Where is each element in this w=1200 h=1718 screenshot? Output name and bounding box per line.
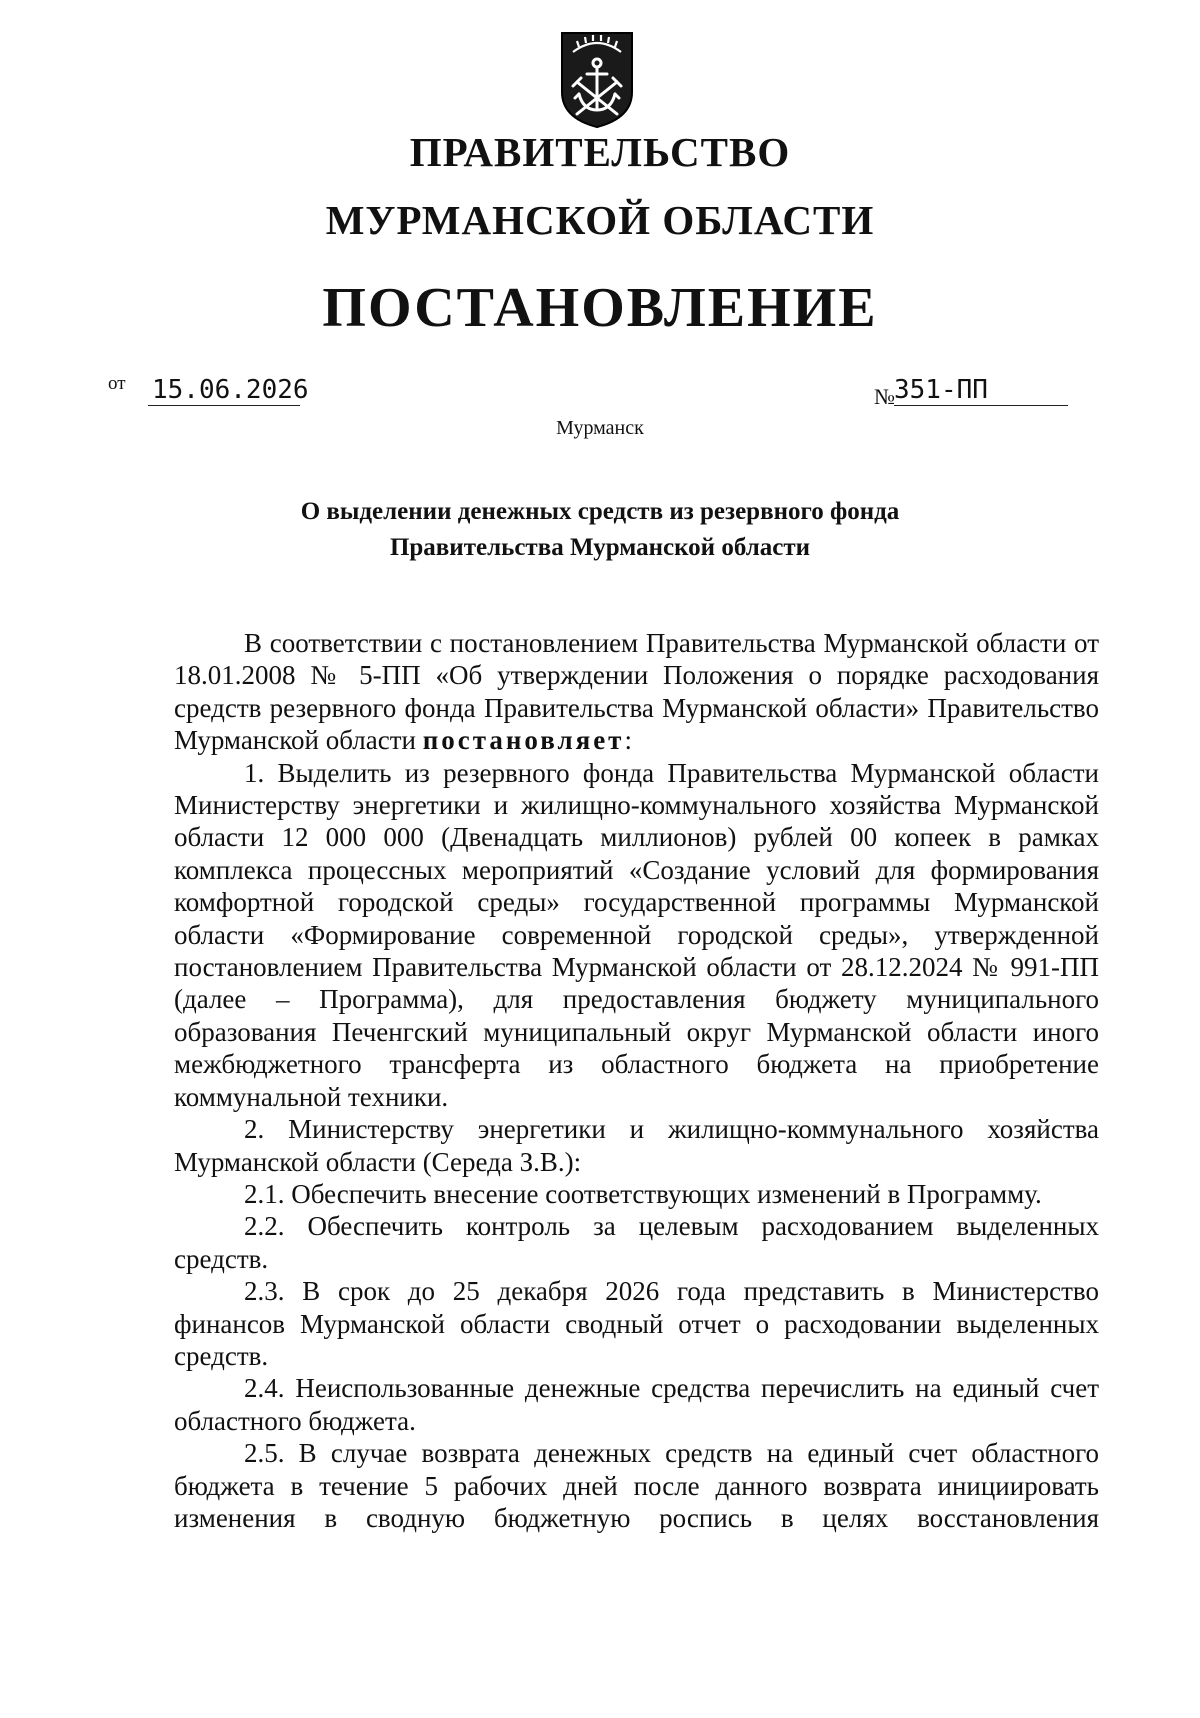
subject-line1: О выделении денежных средств из резервного фонда (300, 498, 900, 525)
document-date: 15.06.2026 (148, 375, 300, 406)
body-item-2: 2. Министерству энергетики и жилищно-коммунального хозяйства Мурманской области (Середа З.В.): (174, 1114, 1099, 1177)
coat-of-arms-icon (559, 30, 635, 130)
body-item-2-3: 2.3. В срок до 25 декабря 2026 года представить в Министерство финансов Мурманской области сводный отчет о расходовании выделенных средств. (174, 1276, 1099, 1371)
preamble-text: В соответствии с постановлением Правительства Мурманской области от 18.01.2008 № 5-ПП «Об утверждении Положения о порядке расходования средств резервного фонда Правительства Мурманской области» Правительство Мурманской области (174, 628, 1099, 756)
body-item-2-5: 2.5. В случае возврата денежных средств на единый счет областного бюджета в течение 5 рабочих дней после данного возврата инициировать изменения в сводную бюджетную роспись в целях восстановления (174, 1438, 1099, 1533)
body-item-2-2: 2.2. Обеспечить контроль за целевым расходованием выделенных средств. (174, 1211, 1099, 1274)
subject-line2: Правительства Мурманской области (389, 534, 811, 561)
document-subject (0, 494, 1200, 566)
document-body (174, 627, 1099, 1534)
government-title-line2: МУРМАНСКОЙ ОБЛАСТИ (325, 197, 875, 243)
body-item-2-4: 2.4. Неиспользованные денежные средства перечислить на единый счет областного бюджета. (174, 1373, 1099, 1436)
date-prefix: от (108, 373, 126, 394)
body-item-2-1: 2.1. Обеспечить внесение соответствующих изменений в Программу. (244, 1178, 1042, 1209)
body-item-1: 1. Выделить из резервного фонда Правительства Мурманской области Министерству энергетики и жилищно-коммунального хозяйства Мурманской области 12 000 000 (Двенадцать миллионов) рублей 00 копеек в рамках комплекса процессных мероприятий «Создание условий для формирования комфортной городской среды» государственной программы Мурманской области «Формирование современной городской среды», утвержденной постановлением Правительства Мурманской области от 28.12.2024 № 991-ПП (далее – Программа), для предоставления бюджету муниципального образования Печенгский муниципальный округ Мурманской области иного межбюджетного трансферта из областного бюджета на приобретение коммунальной техники. (174, 757, 1099, 1112)
preamble-resolves: постановляет (422, 725, 625, 756)
preamble-end: : (624, 725, 632, 756)
government-title-line1: ПРАВИТЕЛЬСТВО (409, 129, 791, 175)
city-name: Мурманск (556, 417, 644, 439)
preamble-paragraph (174, 627, 1099, 757)
number-prefix: № (874, 384, 895, 409)
document-number: 351-ПП (894, 375, 1068, 406)
document-type-title: ПОСТАНОВЛЕНИЕ (322, 277, 878, 339)
